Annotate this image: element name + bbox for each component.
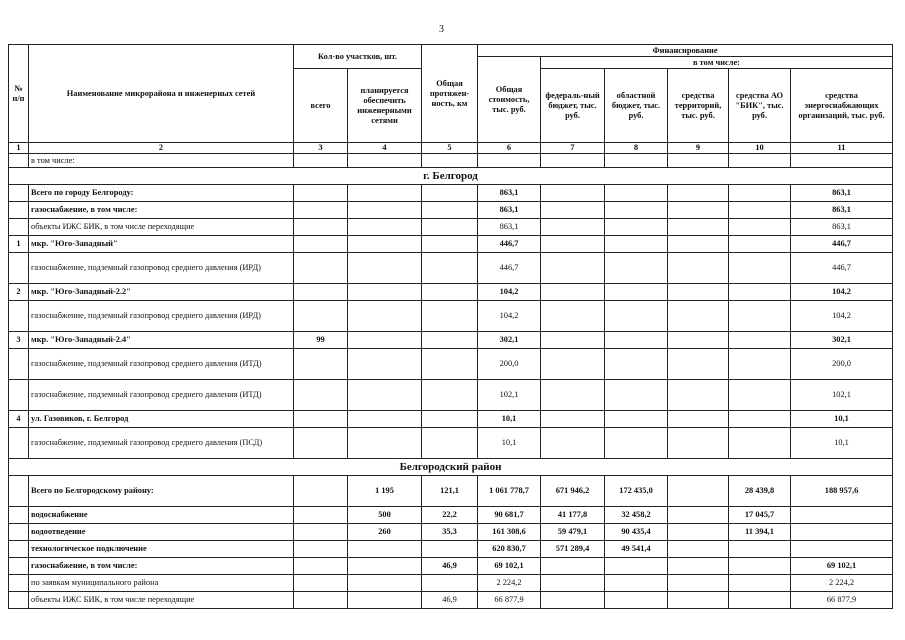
cell-c8 <box>605 411 668 428</box>
row-name: газоснабжение, подземный газопровод среднего давления (ИРД) <box>29 301 294 332</box>
cell-c8 <box>605 575 668 592</box>
cell-c7 <box>541 332 605 349</box>
table-row <box>9 592 893 609</box>
header-num: № п/п <box>9 45 29 143</box>
cell-c9 <box>668 284 729 301</box>
header-financing: Финансирование <box>478 45 893 57</box>
cell-c9 <box>668 507 729 524</box>
column-index: 7 <box>541 143 605 154</box>
row-name: газоснабжение, подземный газопровод среднего давления (ИРД) <box>29 253 294 284</box>
cell-c5: 35,3 <box>422 524 478 541</box>
cell-c8 <box>605 284 668 301</box>
row-name: мкр. "Юго-Западный-2.4" <box>29 332 294 349</box>
cell-c8 <box>605 185 668 202</box>
cell-c3 <box>294 507 348 524</box>
cell-c10 <box>729 301 791 332</box>
cell-c10 <box>729 592 791 609</box>
cell-c10: 28 439,8 <box>729 476 791 507</box>
cell-c8 <box>605 592 668 609</box>
row-number: 2 <box>9 284 29 301</box>
cell-c5 <box>422 301 478 332</box>
cell-c11: 104,2 <box>791 284 893 301</box>
cell-c9 <box>668 349 729 380</box>
cell-c6: 90 681,7 <box>478 507 541 524</box>
cell-c3 <box>294 575 348 592</box>
cell-c9 <box>668 524 729 541</box>
column-index: 6 <box>478 143 541 154</box>
cell-c10 <box>729 332 791 349</box>
cell-c7: 571 289,4 <box>541 541 605 558</box>
cell-c8 <box>605 558 668 575</box>
cell-c5 <box>422 185 478 202</box>
cell-c6: 446,7 <box>478 236 541 253</box>
row-name: ул. Газовиков, г. Белгород <box>29 411 294 428</box>
financing-table <box>8 44 893 609</box>
cell-c6: 102,1 <box>478 380 541 411</box>
table-row <box>9 301 893 332</box>
cell-c6: 66 877,9 <box>478 592 541 609</box>
cell-c9 <box>668 476 729 507</box>
cell-c11: 446,7 <box>791 253 893 284</box>
column-index: 5 <box>422 143 478 154</box>
cell-c11: 102,1 <box>791 380 893 411</box>
cell-c11: 10,1 <box>791 428 893 459</box>
column-index: 8 <box>605 143 668 154</box>
cell-c10 <box>729 428 791 459</box>
cell-c10 <box>729 219 791 236</box>
cell-c9 <box>668 558 729 575</box>
table-row <box>9 202 893 219</box>
cell-c3 <box>294 524 348 541</box>
table-row <box>9 185 893 202</box>
column-index: 10 <box>729 143 791 154</box>
column-index: 3 <box>294 143 348 154</box>
cell-c7 <box>541 575 605 592</box>
cell-c3 <box>294 185 348 202</box>
cell-c5 <box>422 253 478 284</box>
cell-c8: 172 435,0 <box>605 476 668 507</box>
cell-c7 <box>541 558 605 575</box>
column-index: 1 <box>9 143 29 154</box>
header-regional: областной бюджет, тыс. руб. <box>605 69 668 143</box>
table-header <box>9 45 893 143</box>
cell-c8: 32 458,2 <box>605 507 668 524</box>
section-row <box>9 168 893 185</box>
cell-c9 <box>668 202 729 219</box>
cell-c11: 200,0 <box>791 349 893 380</box>
section-row <box>9 459 893 476</box>
row-number <box>9 301 29 332</box>
table-row <box>9 219 893 236</box>
row-number: 3 <box>9 332 29 349</box>
row-name: мкр. "Юго-Западный-2.2" <box>29 284 294 301</box>
row-number <box>9 507 29 524</box>
header-plots-planned: планируется обеспечить инженерными сетями <box>348 69 422 143</box>
cell-c11: 104,2 <box>791 301 893 332</box>
cell-c9 <box>668 380 729 411</box>
cell-c9 <box>668 592 729 609</box>
cell-c4 <box>348 219 422 236</box>
row-name: газоснабжение, подземный газопровод среднего давления (ИТД) <box>29 349 294 380</box>
row-number <box>9 476 29 507</box>
cell-c11: 863,1 <box>791 219 893 236</box>
cell-c4 <box>348 253 422 284</box>
cell-c11: 2 224,2 <box>791 575 893 592</box>
cell-c10 <box>729 253 791 284</box>
cell-c3 <box>294 476 348 507</box>
table-row <box>9 380 893 411</box>
row-number <box>9 558 29 575</box>
cell-c4 <box>348 236 422 253</box>
table-row <box>9 236 893 253</box>
cell-c7 <box>541 284 605 301</box>
cell-c11: 446,7 <box>791 236 893 253</box>
row-name: газоснабжение, подземный газопровод среднего давления (ИТД) <box>29 380 294 411</box>
cell-c5 <box>422 202 478 219</box>
cell-c6: 104,2 <box>478 284 541 301</box>
cell-c3 <box>294 380 348 411</box>
cell-c4 <box>348 380 422 411</box>
cell-c8 <box>605 380 668 411</box>
table-row <box>9 524 893 541</box>
cell-c10 <box>729 185 791 202</box>
row-number <box>9 185 29 202</box>
header-length: Общая протяжен-ность, км <box>422 45 478 143</box>
cell-c7: 59 479,1 <box>541 524 605 541</box>
row-number <box>9 202 29 219</box>
cell-c7 <box>541 219 605 236</box>
cell-c6: 863,1 <box>478 185 541 202</box>
cell-c8: 90 435,4 <box>605 524 668 541</box>
row-name: по заявкам муниципального района <box>29 575 294 592</box>
cell-c11 <box>791 524 893 541</box>
column-index: 2 <box>29 143 294 154</box>
cell-c3: 99 <box>294 332 348 349</box>
cell-c7 <box>541 380 605 411</box>
cell-c10 <box>729 411 791 428</box>
column-index: 11 <box>791 143 893 154</box>
row-name: Всего по Белгородскому району: <box>29 476 294 507</box>
cell-c6: 69 102,1 <box>478 558 541 575</box>
row-number <box>9 428 29 459</box>
header-plots-total: всего <box>294 69 348 143</box>
table-row <box>9 541 893 558</box>
cell-c5 <box>422 349 478 380</box>
cell-c6: 2 224,2 <box>478 575 541 592</box>
cell-c4 <box>348 592 422 609</box>
row-number <box>9 349 29 380</box>
cell-c9 <box>668 332 729 349</box>
row-name: водоотведение <box>29 524 294 541</box>
cell-c3 <box>294 236 348 253</box>
cell-c11: 863,1 <box>791 202 893 219</box>
cell-c9 <box>668 575 729 592</box>
row-number: 1 <box>9 236 29 253</box>
page-number: 3 <box>439 24 444 35</box>
cell-c10 <box>729 575 791 592</box>
cell-c4 <box>348 185 422 202</box>
cell-c7: 671 946,2 <box>541 476 605 507</box>
cell-c11: 66 877,9 <box>791 592 893 609</box>
header-territories: средства территорий, тыс. руб. <box>668 69 729 143</box>
row-name: объекты ИЖС БИК, в том числе переходящие <box>29 592 294 609</box>
cell-c7 <box>541 592 605 609</box>
cell-c6: 10,1 <box>478 428 541 459</box>
cell-c6: 446,7 <box>478 253 541 284</box>
cell-c3 <box>294 541 348 558</box>
header-plots: Кол-во участков, шт. <box>294 45 422 69</box>
cell-c5 <box>422 411 478 428</box>
cell-c4 <box>348 332 422 349</box>
row-number <box>9 524 29 541</box>
cell-c10 <box>729 380 791 411</box>
table-row <box>9 284 893 301</box>
header-federal: федераль-ный бюджет, тыс. руб. <box>541 69 605 143</box>
cell-c5 <box>422 236 478 253</box>
header-including: в том числе: <box>541 57 893 69</box>
cell-c6: 1 061 778,7 <box>478 476 541 507</box>
table-row <box>9 558 893 575</box>
cell-c8 <box>605 332 668 349</box>
cell-c9 <box>668 185 729 202</box>
header-bik: средства АО "БИК", тыс. руб. <box>729 69 791 143</box>
cell-c9 <box>668 301 729 332</box>
cell-c5: 46,9 <box>422 592 478 609</box>
cell-c10 <box>729 202 791 219</box>
cell-c6: 200,0 <box>478 349 541 380</box>
cell-c9 <box>668 428 729 459</box>
cell-c4 <box>348 202 422 219</box>
cell-c4 <box>348 428 422 459</box>
row-name: водоснабжение <box>29 507 294 524</box>
cell-c11: 10,1 <box>791 411 893 428</box>
cell-c8: 49 541,4 <box>605 541 668 558</box>
cell-c10 <box>729 284 791 301</box>
column-index: 4 <box>348 143 422 154</box>
cell-c7 <box>541 185 605 202</box>
cell-c6: 10,1 <box>478 411 541 428</box>
cell-c4: 1 195 <box>348 476 422 507</box>
cell-c4 <box>348 349 422 380</box>
header-name: Наименование микрорайона и инженерных сетей <box>29 45 294 143</box>
row-number <box>9 219 29 236</box>
cell-c3 <box>294 411 348 428</box>
cell-c11 <box>791 541 893 558</box>
row-name: газоснабжение, подземный газопровод среднего давления (ПСД) <box>29 428 294 459</box>
cell-c5 <box>422 575 478 592</box>
header-energy: средства энергоснабжающих организаций, тыс. руб. <box>791 69 893 143</box>
cell-c3 <box>294 592 348 609</box>
cell-c7 <box>541 428 605 459</box>
cell-c5: 22,2 <box>422 507 478 524</box>
row-number <box>9 253 29 284</box>
cell-c11: 69 102,1 <box>791 558 893 575</box>
cell-c6: 863,1 <box>478 219 541 236</box>
cell-c4 <box>348 301 422 332</box>
cell-c5 <box>422 541 478 558</box>
cell-c10 <box>729 541 791 558</box>
table-row <box>9 332 893 349</box>
cell-c4: 260 <box>348 524 422 541</box>
cell-c8 <box>605 253 668 284</box>
cell-c3 <box>294 301 348 332</box>
cell-c8 <box>605 236 668 253</box>
cell-c11: 188 957,6 <box>791 476 893 507</box>
cell-c7: 41 177,8 <box>541 507 605 524</box>
cell-c4 <box>348 411 422 428</box>
cell-c7 <box>541 202 605 219</box>
cell-c9 <box>668 411 729 428</box>
cell-c6: 620 830,7 <box>478 541 541 558</box>
cell-c7 <box>541 411 605 428</box>
cell-c4 <box>348 284 422 301</box>
cell-c3 <box>294 202 348 219</box>
row-name: мкр. "Юго-Западный" <box>29 236 294 253</box>
table-row <box>9 575 893 592</box>
table-row <box>9 476 893 507</box>
cell-c4 <box>348 575 422 592</box>
table-row <box>9 154 893 168</box>
cell-c4: 500 <box>348 507 422 524</box>
cell-c5 <box>422 219 478 236</box>
cell-c9 <box>668 219 729 236</box>
row-name: Всего по городу Белгороду: <box>29 185 294 202</box>
cell-c8 <box>605 219 668 236</box>
column-index: 9 <box>668 143 729 154</box>
cell-c10 <box>729 558 791 575</box>
cell-c10: 11 394,1 <box>729 524 791 541</box>
cell-c7 <box>541 301 605 332</box>
row-number <box>9 575 29 592</box>
cell-c3 <box>294 219 348 236</box>
cell-c3 <box>294 284 348 301</box>
cell-c5 <box>422 380 478 411</box>
cell-c6: 104,2 <box>478 301 541 332</box>
table-row <box>9 349 893 380</box>
cell-c3 <box>294 253 348 284</box>
row-name: газоснабжение, в том числе: <box>29 558 294 575</box>
section-title: Белгородский район <box>9 459 893 476</box>
cell-c5: 46,9 <box>422 558 478 575</box>
cell-c11 <box>791 507 893 524</box>
cell-c3 <box>294 558 348 575</box>
section-title: г. Белгород <box>9 168 893 185</box>
table-row <box>9 428 893 459</box>
header-total-cost: Общая стоимость, тыс. руб. <box>478 57 541 143</box>
row-number <box>9 592 29 609</box>
row-name: газоснабжение, в том числе: <box>29 202 294 219</box>
cell-c3 <box>294 428 348 459</box>
cell-c8 <box>605 301 668 332</box>
cell-c8 <box>605 349 668 380</box>
cell-c11: 863,1 <box>791 185 893 202</box>
row-name: в том числе: <box>29 154 294 168</box>
cell-c9 <box>668 253 729 284</box>
cell-c5 <box>422 332 478 349</box>
cell-c7 <box>541 236 605 253</box>
row-name: технологическое подключение <box>29 541 294 558</box>
cell-c6: 161 308,6 <box>478 524 541 541</box>
cell-c4 <box>348 541 422 558</box>
table-body <box>9 143 893 609</box>
cell-c5 <box>422 428 478 459</box>
cell-c10 <box>729 236 791 253</box>
cell-c8 <box>605 202 668 219</box>
cell-c3 <box>294 349 348 380</box>
table-row <box>9 253 893 284</box>
cell-c9 <box>668 541 729 558</box>
row-number: 4 <box>9 411 29 428</box>
cell-c9 <box>668 236 729 253</box>
cell-c5 <box>422 284 478 301</box>
table-row <box>9 411 893 428</box>
cell-c10 <box>729 349 791 380</box>
table-row <box>9 507 893 524</box>
cell-c10: 17 045,7 <box>729 507 791 524</box>
cell-c6: 863,1 <box>478 202 541 219</box>
column-index-row <box>9 143 893 154</box>
cell-c7 <box>541 349 605 380</box>
cell-c11: 302,1 <box>791 332 893 349</box>
row-number <box>9 541 29 558</box>
cell-c8 <box>605 428 668 459</box>
cell-c4 <box>348 558 422 575</box>
row-number <box>9 380 29 411</box>
row-name: объекты ИЖС БИК, в том числе переходящие <box>29 219 294 236</box>
cell-c7 <box>541 253 605 284</box>
cell-c5: 121,1 <box>422 476 478 507</box>
cell-c6: 302,1 <box>478 332 541 349</box>
